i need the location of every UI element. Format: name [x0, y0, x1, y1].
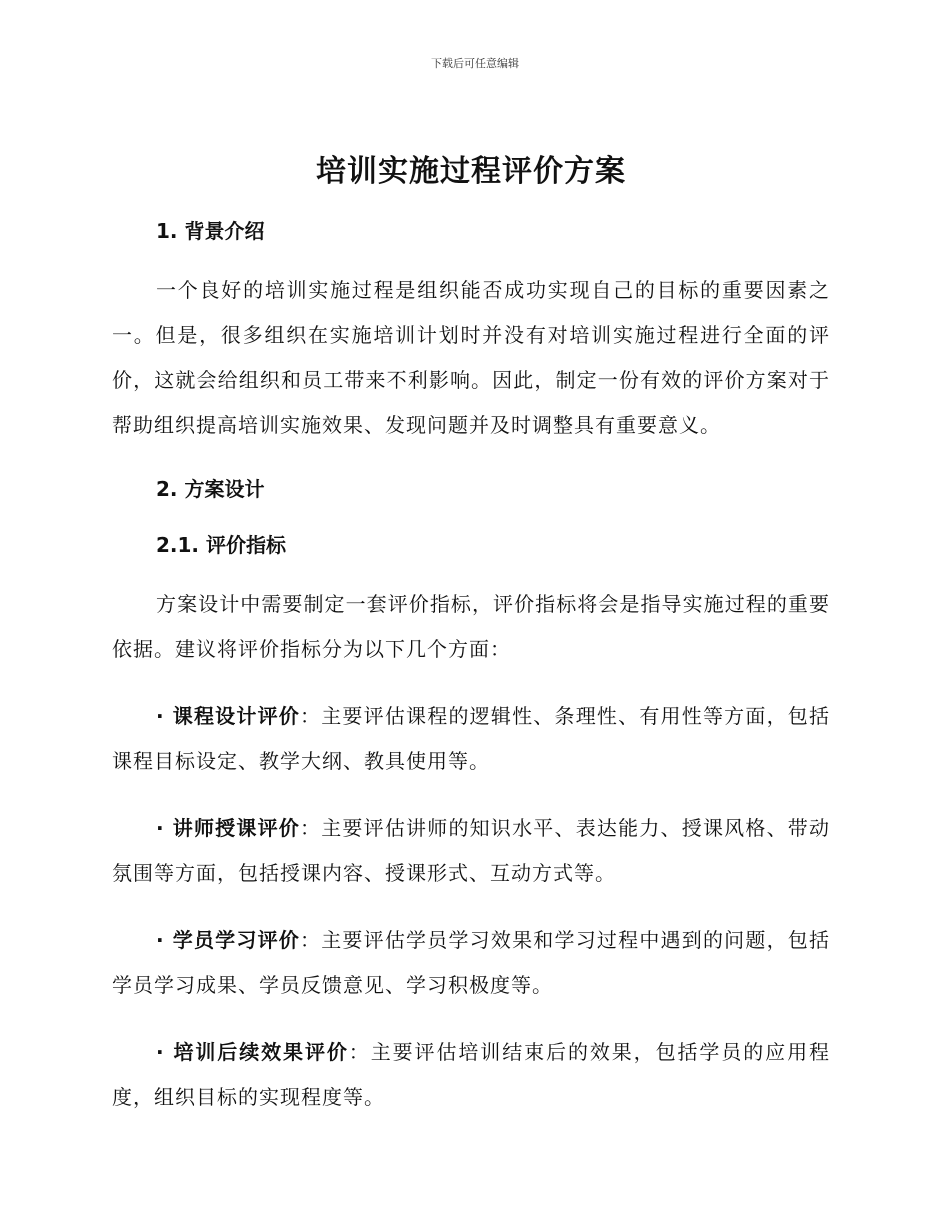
list-item-text: ：主要评估讲师的知识水平、表达能力、授课风格、带动氛围等方面，包括授课内容、授课形式、互动方式等。 [112, 816, 830, 885]
list-item-lecturer [112, 806, 830, 896]
list-item-text: ：主要评估培训结束后的效果，包括学员的应用程度，组织目标的实现程度等。 [112, 1040, 831, 1109]
section-heading-design: 2. 方案设计 [156, 477, 265, 501]
document-title: 培训实施过程评价方案 [316, 154, 626, 189]
document-content [112, 150, 830, 1120]
subsection-heading-indicators: 2.1. 评价指标 [156, 533, 286, 557]
header-note: 下载后可任意编辑 [431, 57, 519, 70]
background-paragraph: 一个良好的培训实施过程是组织能否成功实现自己的目标的重要因素之一。但是，很多组织在实施培训计划时并没有对培训实施过程进行全面的评价，这就会给组织和员工带来不利影响。因此，制定一份有效的评价方案对于帮助组织提高培训实施效果、发现问题并及时调整具有重要意义。 [112, 278, 830, 437]
list-item-text: ：主要评估课程的逻辑性、条理性、有用性等方面，包括课程目标设定、教学大纲、教具使用等。 [112, 704, 830, 773]
design-intro-paragraph: 方案设计中需要制定一套评价指标，评价指标将会是指导实施过程的重要依据。建议将评价指标分为以下几个方面： [112, 592, 830, 661]
list-item-text: ：主要评估学员学习效果和学习过程中遇到的问题，包括学员学习成果、学员反馈意见、学习积极度等。 [112, 928, 830, 997]
list-item-course-design [112, 694, 830, 784]
list-item-label: · 讲师授课评价 [156, 816, 301, 840]
section-heading-background: 1. 背景介绍 [156, 219, 265, 243]
list-item-label: · 学员学习评价 [156, 928, 301, 952]
list-item-follow-up-effect [112, 1030, 830, 1120]
list-item-label: · 培训后续效果评价 [156, 1040, 349, 1064]
list-item-student-learning [112, 918, 830, 1008]
list-item-label: · 课程设计评价 [156, 704, 301, 728]
